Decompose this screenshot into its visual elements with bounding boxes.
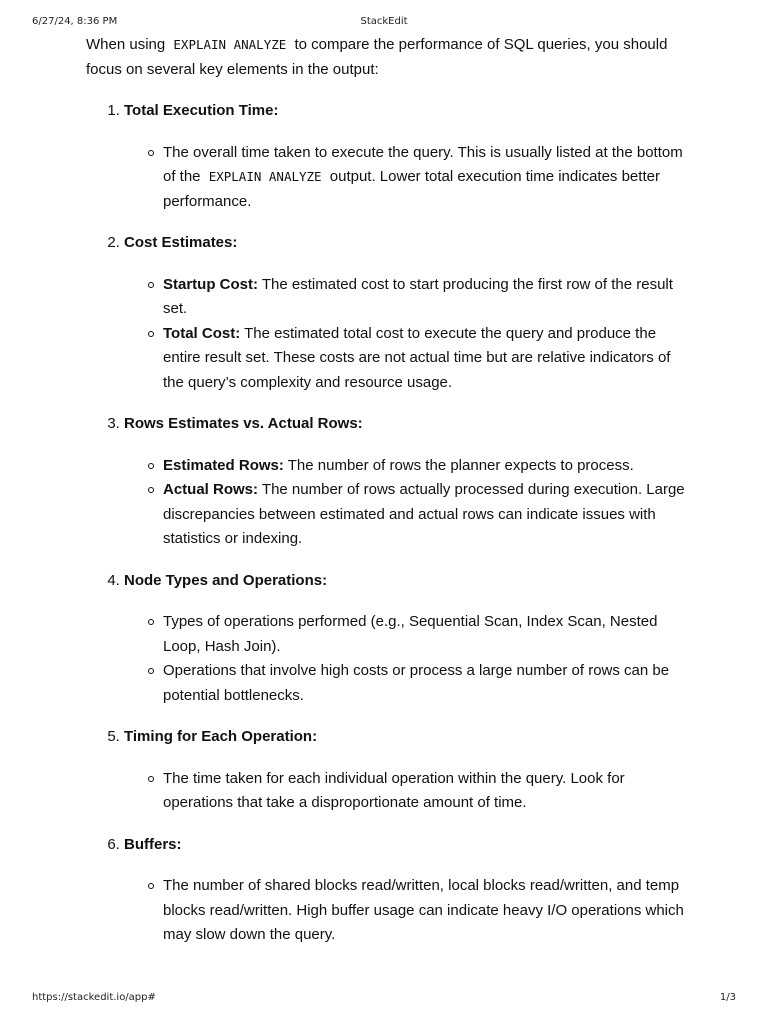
list-item <box>124 569 688 709</box>
list-item <box>124 99 688 214</box>
circle-bullet-icon <box>148 282 154 288</box>
circle-bullet-icon <box>148 150 154 156</box>
bullet-term: Actual Rows: <box>163 481 259 498</box>
bullet-text: The number of shared blocks read/written, local blocks read/written, and temp blocks read/written. High buffer usage can indicate heavy I/O operations which may slow down the query. <box>163 877 684 943</box>
list-item <box>124 833 688 948</box>
bullet-text: The time taken for each individual operation within the query. Look for operations that take a disproportionate amount of time. <box>163 769 625 811</box>
bullet-text-before: The overall time taken to execute the query. This is usually listed at the bottom of the <box>163 143 683 185</box>
list-item <box>124 725 688 816</box>
bullet-text: The estimated cost to start producing the first row of the result set. <box>163 275 673 317</box>
bullet-text: The number of rows actually processed during execution. Large discrepancies between estimated and actual rows can indicate issues with statistics or indexing. <box>163 481 685 547</box>
list-item <box>124 412 688 552</box>
bullet-text: The estimated total cost to execute the query and produce the entire result set. These costs are not actual time but are relative indicators of the query’s complexity and resource usage. <box>163 324 671 391</box>
document-content <box>86 33 688 965</box>
print-url: https://stackedit.io/app# <box>32 992 156 1003</box>
sub-list-item <box>163 659 688 708</box>
sub-list-item <box>163 141 688 215</box>
circle-bullet-icon <box>148 487 154 493</box>
circle-bullet-icon <box>148 463 154 469</box>
bullet-term: Estimated Rows: <box>163 456 284 474</box>
item-title: 1. Total Execution Time: <box>124 102 279 119</box>
circle-bullet-icon <box>148 668 154 674</box>
sub-list <box>124 767 688 816</box>
bullet-text: Operations that involve high costs or process a large number of rows can be potential bottlenecks. <box>163 662 670 704</box>
print-datetime: 6/27/24, 8:36 PM <box>32 16 118 27</box>
item-title: 3. Rows Estimates vs. Actual Rows: <box>124 415 363 432</box>
bullet-text-after: output. Lower total execution time indicates better performance. <box>163 168 660 210</box>
item-title: 5. Timing for Each Operation: <box>124 728 318 745</box>
sub-list <box>124 141 688 215</box>
print-footer <box>32 992 736 1006</box>
sub-list <box>124 454 688 552</box>
sub-list-item <box>163 478 688 552</box>
bullet-term: Total Cost: <box>163 324 241 342</box>
sub-list-item <box>163 767 688 816</box>
sub-list <box>124 874 688 948</box>
print-header <box>32 16 736 30</box>
list-item <box>124 231 688 395</box>
intro-text-after: to compare the performance of SQL queries, you should focus on several key elements in the output: <box>86 36 668 78</box>
sub-list-item <box>163 874 688 948</box>
sub-list <box>124 273 688 396</box>
circle-bullet-icon <box>148 776 154 782</box>
sub-list <box>124 610 688 708</box>
bullet-text: The number of rows the planner expects to process. <box>283 456 634 474</box>
print-title: StackEdit <box>360 16 408 27</box>
circle-bullet-icon <box>148 619 154 625</box>
bullet-term: Startup Cost: <box>163 275 258 293</box>
item-title: 2. Cost Estimates: <box>124 234 238 251</box>
sub-list-item <box>163 610 688 659</box>
circle-bullet-icon <box>148 883 154 889</box>
intro-paragraph <box>86 33 688 82</box>
sub-list-item <box>163 273 688 322</box>
circle-bullet-icon <box>148 331 154 337</box>
sub-list-item <box>163 322 688 396</box>
sub-list-item <box>163 454 688 479</box>
inline-code: EXPLAIN ANALYZE <box>173 37 287 52</box>
bullet-text: Types of operations performed (e.g., Sequential Scan, Index Scan, Nested Loop, Hash Join). <box>163 613 658 655</box>
page-number: 1/3 <box>719 992 736 1003</box>
item-title: 6. Buffers: <box>124 835 182 853</box>
key-elements-list <box>86 99 688 948</box>
inline-code: EXPLAIN ANALYZE <box>208 169 322 184</box>
intro-text-before: When using <box>86 36 170 53</box>
item-title: 4. Node Types and Operations: <box>124 571 328 589</box>
